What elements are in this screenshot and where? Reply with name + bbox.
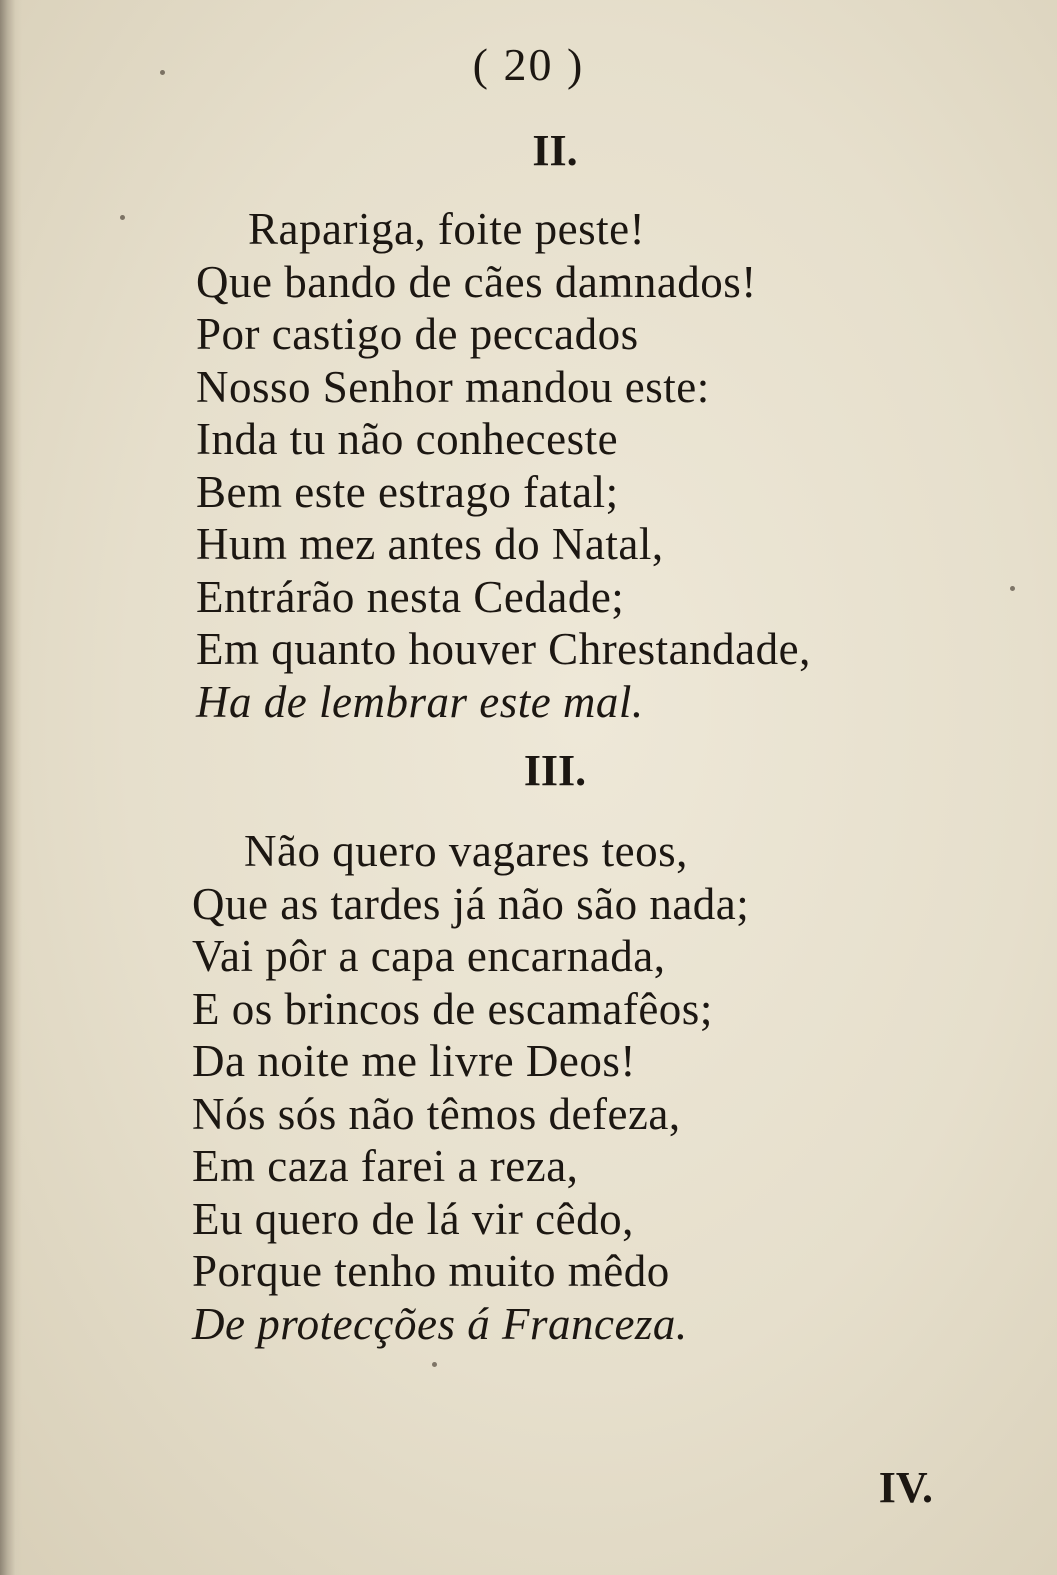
verse-line: Hum mez antes do Natal, <box>196 519 664 569</box>
verse-line: Que bando de cães damnados! <box>196 256 757 307</box>
stanza-heading-iii: III. <box>523 746 587 795</box>
stanza-ii-verse <box>196 203 811 728</box>
verse-line: E os brincos de escamafêos; <box>192 983 713 1034</box>
verse-line: Em quanto houver Chrestandade, <box>196 624 811 674</box>
verse-line: De protecções á Franceza. <box>192 1298 688 1349</box>
verse-line: Entrárão nesta Cedade; <box>196 571 625 622</box>
verse-line: Bem este estrago fatal; <box>196 466 619 517</box>
verse-line: Nós sós não têmos defeza, <box>192 1088 681 1139</box>
verse-line: Eu quero de lá vir cêdo, <box>192 1193 634 1244</box>
page-number: ( 20 ) <box>472 39 585 90</box>
verse-line: Nosso Senhor mandou este: <box>196 361 710 412</box>
verse-line: Da noite me livre Deos! <box>192 1036 636 1086</box>
stanza-heading-ii: II. <box>532 126 578 175</box>
catchword: IV. <box>878 1463 933 1512</box>
verse-line: Que as tardes já não são nada; <box>192 878 750 929</box>
ink-speck <box>1010 586 1015 591</box>
verse-line: Em caza farei a reza, <box>192 1141 579 1191</box>
ink-speck <box>160 70 165 75</box>
verse-line: Rapariga, foite peste! <box>248 204 646 254</box>
verse-line: Vai pôr a capa encarnada, <box>192 931 666 981</box>
verse-line: Ha de lembrar este mal. <box>196 676 644 727</box>
verse-line: Não quero vagares teos, <box>244 826 688 876</box>
verse-line: Inda tu não conheceste <box>196 414 619 464</box>
stanza-iii-verse <box>192 825 749 1350</box>
verse-line: Por castigo de peccados <box>196 309 639 359</box>
ink-speck <box>120 215 125 220</box>
ink-speck <box>432 1362 437 1367</box>
verse-line: Porque tenho muito mêdo <box>192 1246 670 1296</box>
